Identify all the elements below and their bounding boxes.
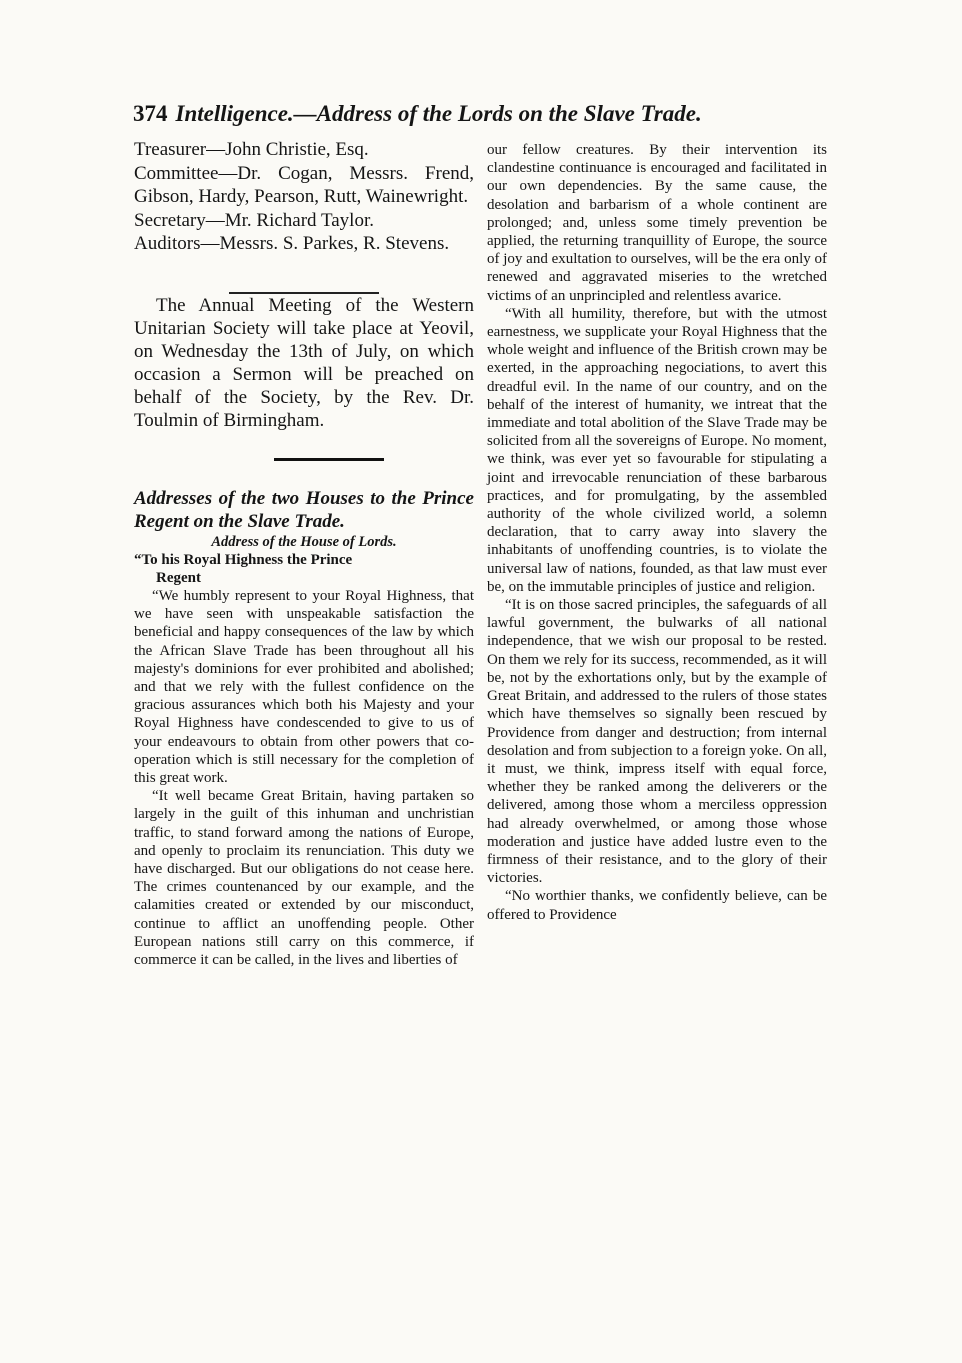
lords-paragraph-5: “No worthier thanks, we confidently believe, can be offered to Providence [487,888,827,923]
officer-committee: Committee—Dr. Cogan, Messrs. Frend, Gibson, Hardy, Pearson, Rutt, Wainewright. [134,162,474,207]
salutation [134,551,474,587]
salutation-line-2: Regent [156,569,201,586]
running-title: Intelligence.—Address of the Lords on the Slave Trade. [175,101,702,126]
running-header [133,100,833,128]
lords-paragraph-1: “We humbly represent to your Royal Highness, that we have seen with unspeakable satisfaction the beneficial and happy consequences of the law by which the African Slave Trade has been throughout all his majesty's dominions for ever prohibited and abolished; and that we rely with the fullest confidence on the gracious assurances which both his Majesty and your Royal Highness have condescended to give to us of your endeavours to obtain from other powers that co-operation which is still necessary for the completion of this great work. [134,587,474,786]
lords-paragraph-3: “With all humility, therefore, but with the utmost earnestness, we supplicate your Royal Highness that the whole weight and influence of the British crown may be exerted, in the approaching negociations, to avert this dreadful evil. In the name of our country, and on the behalf of the interest of humanity, we intreat that the immediate and total abolition of the Slave Trade may be solicited from all the sovereigns of Europe. No moment, we think, was ever yet so favourable for stipulating a joint and irrevocable renunciation of these barbarous practices, and for promulgating, by the assembled authority of the whole civilized world, a solemn declaration, that to carry away into slavery the inhabitants of unoffending countries, is to violate the universal law of nations, founded, as that law must ever be, on the immutable principles of justice and religion. [487,305,827,595]
lords-paragraph-2: “It well became Great Britain, having partaken so largely in the guilt of this inhuman and unchristian traffic, to stand forward among the nations of Europe, and openly to proclaim its renunciation. This duty we have discharged. But our obligations do not cease here. The crimes countenanced by our example, and the calamities created or extended by our misconduct, continue to afflict an unoffending people. Other European nations still carry on this commerce, if commerce it can be called, in the lives and liberties of [134,788,474,968]
officer-treasurer: Treasurer—John Christie, Esq. [134,139,369,160]
lords-paragraph-2-continued: our fellow creatures. By their intervention its clandestine continuance is encouraged and facilitated in our own dependencies. By the same cause, the desolation and barbarism of a whole continent are prolonged; and, unless some timely prevention be applied, the returning tranquillity of Europe, the source of joy and exultation to ourselves, will be the era only of renewed and aggravated miseries to the wretched victims of an unprincipled and relentless avarice. [487,142,827,304]
lords-address-heading: Address of the House of Lords. [211,533,397,550]
page-number: 374 [133,101,168,126]
left-column [134,138,474,969]
section-divider-bold [274,458,384,461]
lords-paragraph-4: “It is on those sacred principles, the safeguards of all lawful government, the bulwarks of all national independence, that we wish our proposal to be rested. On them we rely for its success, recommended, as it will be, not by the exhortations only, but by the example of Great Britain, and addressed to the rulers of those states which have themselves so signally been rescued by Providence from danger and destruction; from internal desolation and from subjection to a foreign yoke. On all, it must, we think, impress itself with equal force, whether they be ranked among the deliverers or the delivered, among those whom a merciless oppression had already overwhelmed, or among those whose moderation and justice have added lustre even to the firmness of their resistance, and to the glory of their victories. [487,597,827,887]
officer-secretary: Secretary—Mr. Richard Taylor. [134,209,374,231]
officer-auditors: Auditors—Messrs. S. Parkes, R. Stevens. [134,233,450,254]
right-column [487,141,827,924]
meeting-notice: The Annual Meeting of the Western Unitarian Society will take place at Yeovil, on Wednesday the 13th of July, on which occasion a Sermon will be preached on behalf of the Society, by the Rev. Dr. Toulmin of Birmingham. [134,294,474,431]
salutation-line-1: “To his Royal Highness the Prince [134,551,353,568]
addresses-heading: Addresses of the two Houses to the Prince Regent on the Slave Trade. [134,487,474,532]
